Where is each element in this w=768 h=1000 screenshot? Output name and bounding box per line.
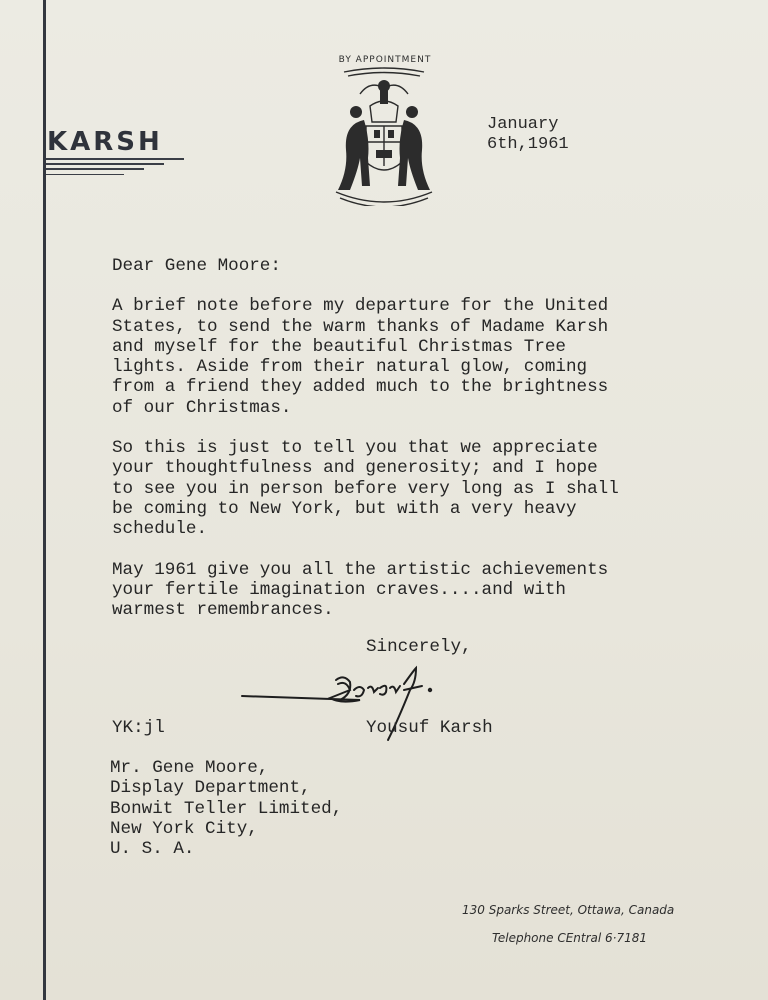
letterhead-brand: KARSH xyxy=(47,127,163,157)
address-line: Bonwit Teller Limited, xyxy=(110,798,343,819)
address-line: New York City, xyxy=(110,818,258,839)
text-line: May 1961 give you all the artistic achievements xyxy=(112,559,609,580)
letterhead-brand-lines xyxy=(46,158,186,188)
text-line: warmest remembrances. xyxy=(112,600,334,621)
text-line: your fertile imagination craves....and with xyxy=(112,579,566,600)
letterhead-address: 130 Sparks Street, Ottawa, Canada xyxy=(462,903,675,917)
text-line: So this is just to tell you that we appreciate xyxy=(112,438,598,459)
text-line: from a friend they added much to the brightness xyxy=(112,377,609,398)
date-month: January xyxy=(487,115,559,134)
address-line: Mr. Gene Moore, xyxy=(110,758,269,778)
typist-initials: YK:jl xyxy=(112,718,165,738)
text-line: and myself for the beautiful Christmas Tree xyxy=(112,336,566,357)
letter-body xyxy=(112,256,732,640)
letterhead-footer xyxy=(462,903,722,945)
paragraph-2 xyxy=(112,438,732,539)
text-line: lights. Aside from their natural glow, coming xyxy=(112,357,588,378)
signer-name: Yousuf Karsh xyxy=(366,718,493,738)
text-line: States, to send the warm thanks of Madame Karsh xyxy=(112,316,609,337)
paragraph-1 xyxy=(112,296,732,418)
text-line: be coming to New York, but with a very heavy xyxy=(112,498,577,519)
letter-date xyxy=(487,115,569,155)
text-line: of our Christmas. xyxy=(112,397,292,418)
date-day-year: 6th,1961 xyxy=(487,135,569,154)
address-line: Display Department, xyxy=(110,778,311,799)
paragraph-3 xyxy=(112,560,732,621)
letterhead-vertical-rule xyxy=(43,0,46,1000)
royal-crest-icon xyxy=(330,66,438,206)
text-line: A brief note before my departure for the United xyxy=(112,296,609,317)
appointment-text: BY APPOINTMENT xyxy=(338,55,432,65)
salutation: Dear Gene Moore: xyxy=(112,256,281,276)
recipient-address xyxy=(110,758,342,859)
text-line: schedule. xyxy=(112,519,208,540)
text-line: to see you in person before very long as I shall xyxy=(112,478,619,499)
text-line: your thoughtfulness and generosity; and I hope xyxy=(112,458,598,479)
closing: Sincerely, xyxy=(366,637,472,657)
letterhead-telephone: Telephone CEntral 6·7181 xyxy=(492,931,648,945)
address-line: U. S. A. xyxy=(110,839,195,860)
